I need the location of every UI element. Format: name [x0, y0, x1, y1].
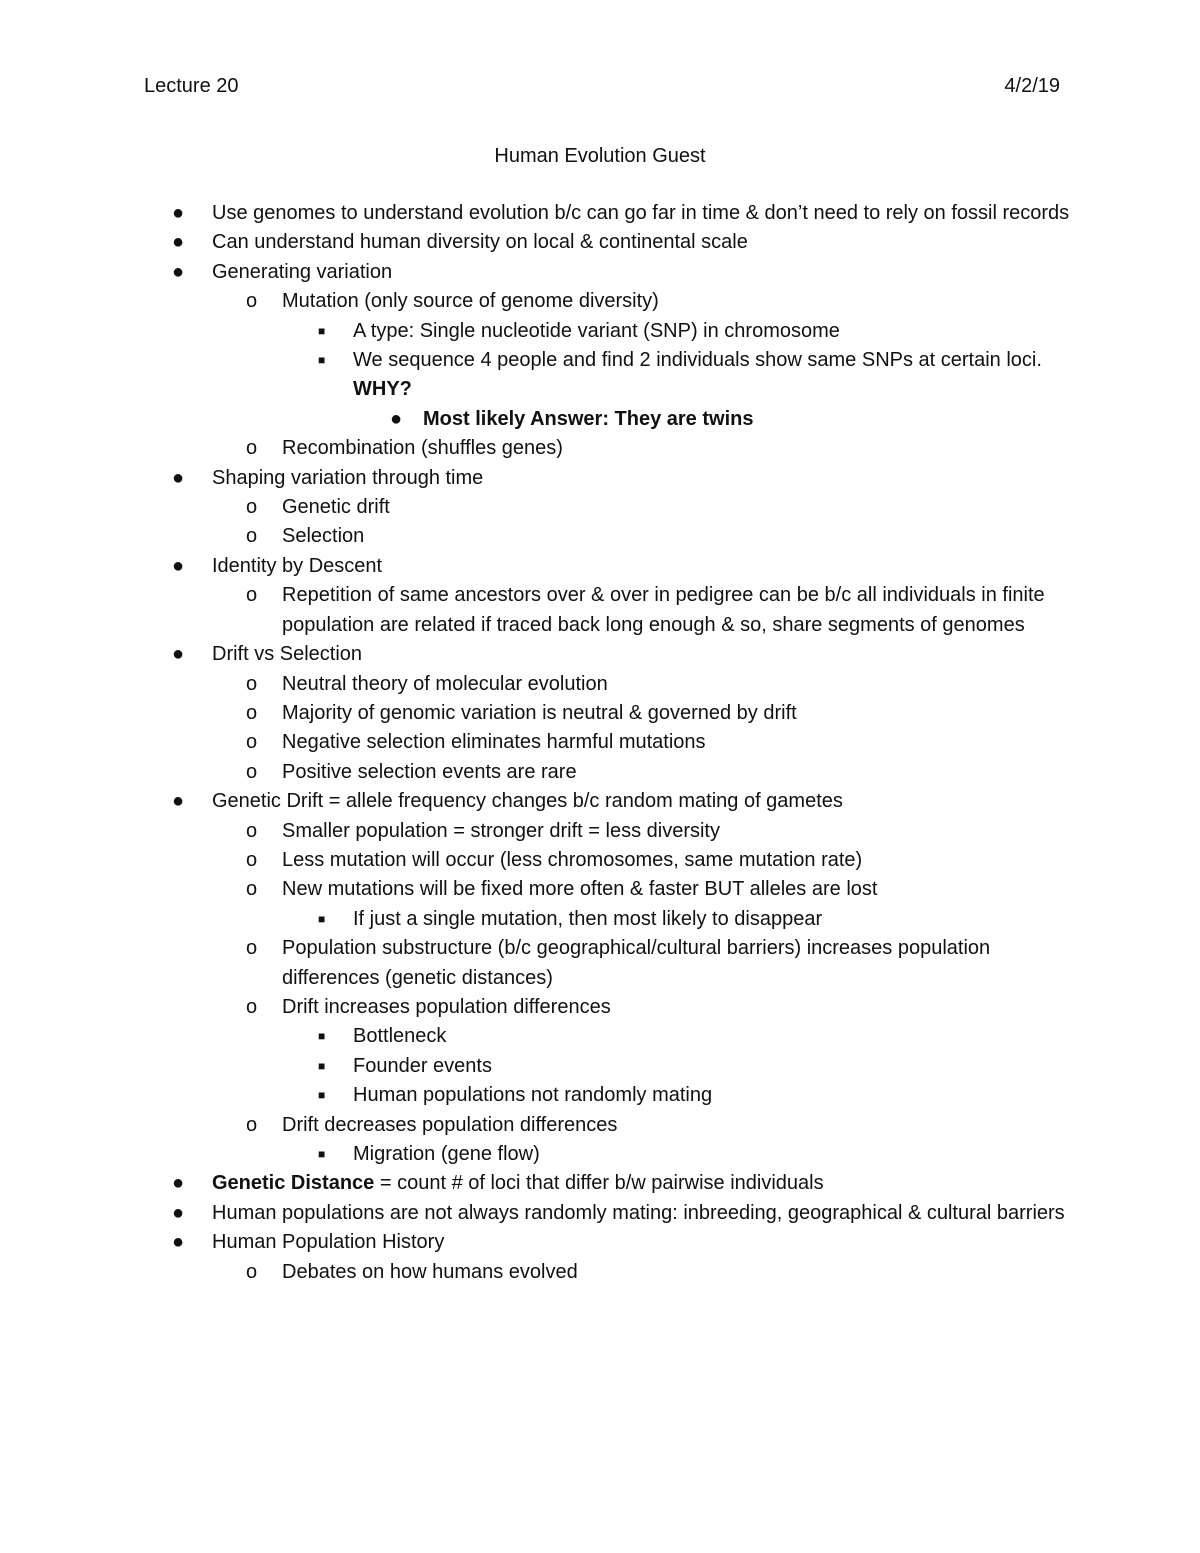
- outline-item: [0, 640, 1200, 669]
- header-lecture-label: Lecture 20: [144, 75, 239, 97]
- outline-item-bold-text: Most likely Answer: They are twins: [423, 407, 754, 430]
- outline-item: [0, 434, 1200, 463]
- outline-item-text: We sequence 4 people and find 2 individuals show same SNPs at certain loci.: [353, 349, 1042, 372]
- bullet-marker: ●: [172, 260, 185, 283]
- bullet-marker: ●: [172, 202, 185, 224]
- outline-item-text: Can understand human diversity on local & continental scale: [212, 231, 748, 254]
- outline-item-text: Repetition of same ancestors over & over in pedigree can be b/c all individuals in finite population are related if traced back long enough & so, share segments of genomes: [282, 584, 1045, 636]
- outline-item: [0, 1169, 1200, 1198]
- bullet-marker: ●: [172, 554, 185, 577]
- bullet-marker: ●: [172, 790, 185, 813]
- outline-item-text: Positive selection events are rare: [282, 760, 577, 783]
- outline-item: [0, 1111, 1200, 1140]
- outline-item: [0, 670, 1200, 699]
- header-date: 4/2/19: [1004, 75, 1060, 97]
- square-marker: ■: [318, 1029, 326, 1044]
- outline-item: [0, 1022, 1200, 1051]
- outline-item: [0, 728, 1200, 757]
- circle-marker: o: [246, 525, 258, 548]
- square-marker: ■: [318, 911, 326, 926]
- outline-item-text: Debates on how humans evolved: [282, 1260, 578, 1283]
- outline-item-bold-text: Genetic Distance: [212, 1172, 375, 1195]
- square-marker: ■: [318, 1058, 326, 1073]
- outline-item-text: Drift increases population differences: [282, 995, 611, 1018]
- circle-marker: o: [246, 1113, 258, 1136]
- outline-item-text: Neutral theory of molecular evolution: [282, 672, 608, 695]
- outline-item: [0, 287, 1200, 316]
- outline-item: [0, 552, 1200, 581]
- outline-item-text: Recombination (shuffles genes): [282, 437, 563, 460]
- outline-item: [0, 934, 1200, 993]
- outline-item: [0, 787, 1200, 816]
- outline-item-text: Population substructure (b/c geographical/cultural barriers) increases population differences (genetic distances): [282, 937, 991, 989]
- document-title: Human Evolution Guest: [494, 145, 706, 167]
- outline-item-text: = count # of loci that differ b/w pairwise individuals: [374, 1172, 824, 1195]
- outline-item: [0, 228, 1200, 257]
- circle-marker: o: [246, 937, 258, 960]
- outline-item: [0, 199, 1200, 228]
- outline-item-text: Majority of genomic variation is neutral & governed by drift: [282, 701, 797, 724]
- bullet-marker: ●: [390, 407, 403, 430]
- outline-item-text: Selection: [282, 525, 365, 548]
- outline-item: [0, 817, 1200, 846]
- circle-marker: o: [246, 731, 258, 754]
- outline-item-text: Smaller population = stronger drift = less diversity: [282, 819, 720, 842]
- square-marker: ■: [318, 323, 326, 338]
- outline-item: [0, 1199, 1200, 1228]
- circle-marker: o: [246, 584, 258, 607]
- square-marker: ■: [318, 353, 326, 368]
- outline-item-text: A type: Single nucleotide variant (SNP) in chromosome: [353, 319, 840, 342]
- outline-item-text: Identity by Descent: [212, 554, 383, 577]
- circle-marker: o: [246, 290, 258, 313]
- outline-item: [0, 1140, 1200, 1169]
- outline-item: [0, 699, 1200, 728]
- outline-item: [0, 993, 1200, 1022]
- outline-item: [0, 1081, 1200, 1110]
- outline-item: [0, 405, 1200, 434]
- outline-item: [0, 875, 1200, 904]
- outline-item-text: New mutations will be fixed more often & faster BUT alleles are lost: [282, 878, 878, 901]
- outline-item-text: Human populations not randomly mating: [353, 1084, 713, 1107]
- outline-item: [0, 1228, 1200, 1257]
- outline-item: [0, 493, 1200, 522]
- outline-item-text: Negative selection eliminates harmful mutations: [282, 731, 706, 754]
- outline-item: [0, 522, 1200, 551]
- circle-marker: o: [246, 878, 258, 901]
- outline-item-text: Less mutation will occur (less chromosomes, same mutation rate): [282, 848, 863, 871]
- outline-item: [0, 1052, 1200, 1081]
- circle-marker: o: [246, 437, 258, 460]
- bullet-marker: ●: [172, 231, 185, 254]
- outline-item-text: Shaping variation through time: [212, 466, 484, 489]
- outline-item-bold-suffix: WHY?: [353, 378, 412, 401]
- bullet-marker: ●: [172, 1201, 185, 1224]
- circle-marker: o: [246, 672, 258, 695]
- square-marker: ■: [318, 1088, 326, 1103]
- outline-item-text: Mutation (only source of genome diversity): [282, 290, 659, 313]
- outline-item-text: Founder events: [353, 1054, 492, 1077]
- outline-item-text: If just a single mutation, then most likely to disappear: [353, 907, 823, 930]
- bullet-marker: ●: [172, 466, 185, 489]
- bullet-marker: ●: [172, 643, 185, 666]
- outline-item-text: Genetic drift: [282, 496, 390, 519]
- outline-item: [0, 258, 1200, 287]
- circle-marker: o: [246, 1260, 258, 1283]
- outline-item-text: Drift decreases population differences: [282, 1113, 618, 1136]
- outline-item-text: Human populations are not always randomly mating: inbreeding, geographical & cultural barriers: [212, 1201, 1065, 1224]
- outline-item-text: Genetic Drift = allele frequency changes b/c random mating of gametes: [212, 790, 843, 813]
- notes-outline: [0, 199, 1200, 1287]
- outline-item: [0, 758, 1200, 787]
- circle-marker: o: [246, 760, 258, 783]
- circle-marker: o: [246, 496, 258, 519]
- outline-item-text: Drift vs Selection: [212, 643, 363, 666]
- circle-marker: o: [246, 819, 258, 842]
- outline-item: [0, 317, 1200, 346]
- circle-marker: o: [246, 995, 258, 1018]
- outline-item: [0, 1258, 1200, 1287]
- outline-item-text: Migration (gene flow): [353, 1143, 540, 1165]
- circle-marker: o: [246, 701, 258, 724]
- outline-item-text: Bottleneck: [353, 1025, 447, 1048]
- bullet-marker: ●: [172, 1231, 185, 1254]
- circle-marker: o: [246, 848, 258, 871]
- square-marker: ■: [318, 1147, 326, 1161]
- outline-item: [0, 846, 1200, 875]
- outline-item: [0, 905, 1200, 934]
- outline-item: [0, 464, 1200, 493]
- outline-item-text: Human Population History: [212, 1231, 445, 1254]
- outline-item-text: Use genomes to understand evolution b/c can go far in time & don’t need to rely on fossil records: [212, 202, 1070, 224]
- outline-item: [0, 581, 1200, 640]
- bullet-marker: ●: [172, 1172, 185, 1195]
- outline-item: [0, 346, 1200, 405]
- outline-item-text: Generating variation: [212, 260, 393, 283]
